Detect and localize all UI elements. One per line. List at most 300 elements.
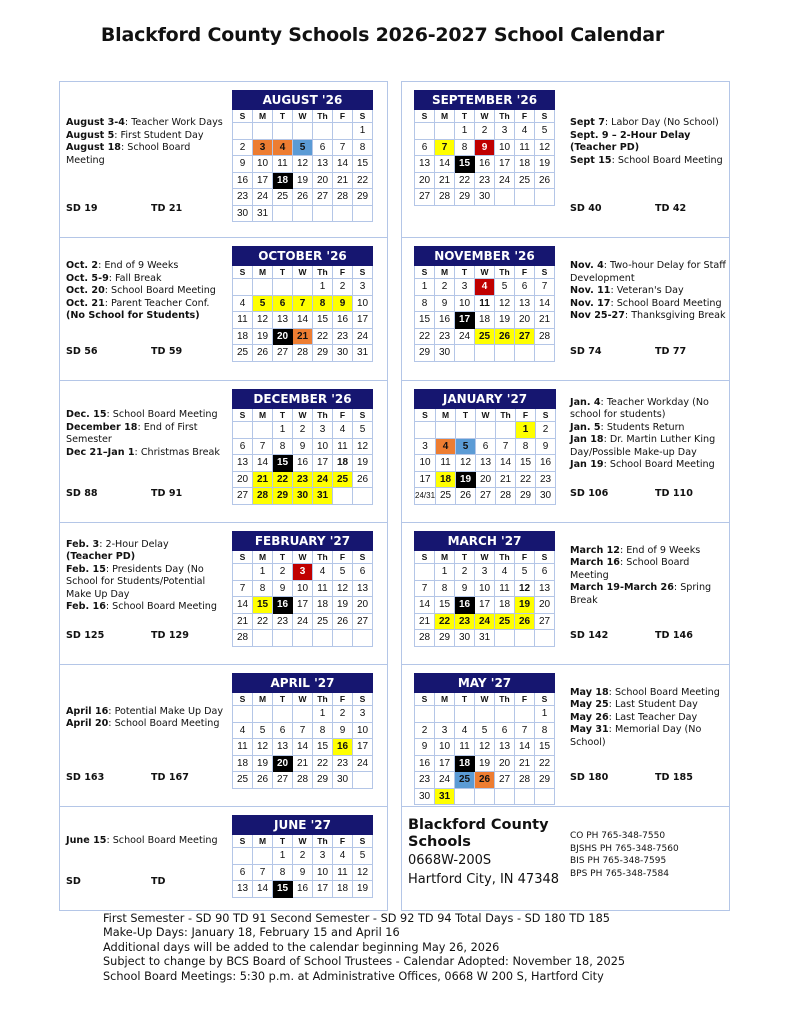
day-cell: 20 — [313, 172, 333, 189]
day-cell: 31 — [475, 630, 495, 647]
note-date: August 18 — [66, 142, 121, 153]
phone-number: BJSHS PH 765-348-7560 — [570, 843, 679, 854]
day-cell: 26 — [353, 471, 373, 488]
month-cell — [401, 522, 730, 665]
day-cell: 27 — [233, 488, 253, 505]
day-cell-red: 9 — [475, 139, 495, 156]
day-cell — [495, 345, 515, 362]
day-cell: 31 — [253, 205, 273, 222]
month-info — [570, 527, 727, 654]
day-cell-yellow: 30 — [293, 488, 313, 505]
week-row — [415, 123, 555, 140]
day-cell-yellow: 29 — [273, 488, 293, 505]
day-cell: 22 — [353, 172, 373, 189]
day-cell: 21 — [233, 613, 253, 630]
day-cell: 11 — [333, 438, 353, 455]
day-cell-black: 15 — [273, 881, 293, 898]
teacher-days: TD 146 — [655, 630, 693, 641]
weekday-label: Th — [496, 409, 516, 422]
month-calendar — [232, 246, 373, 362]
note-text: : School Board Meeting — [108, 718, 220, 729]
day-cell: 2 — [293, 422, 313, 439]
note — [570, 545, 727, 558]
weekday-label: Th — [313, 110, 333, 123]
day-cell — [495, 706, 515, 723]
day-cell: 2 — [333, 279, 353, 296]
day-cell — [233, 279, 253, 296]
day-cell: 14 — [515, 739, 535, 756]
day-cell — [476, 422, 496, 439]
week-row — [415, 279, 555, 296]
day-cell: 11 — [455, 739, 475, 756]
day-cell: 29 — [535, 772, 555, 789]
day-cell: 11 — [436, 455, 456, 472]
day-cell: 16 — [333, 312, 353, 329]
weekday-label: F — [333, 693, 353, 706]
day-cell: 15 — [313, 739, 333, 756]
day-cell: 5 — [515, 564, 535, 581]
note-text: : Labor Day (No School) — [604, 117, 719, 128]
day-cell: 21 — [293, 755, 313, 772]
note — [66, 285, 228, 298]
day-cell: 19 — [293, 172, 313, 189]
day-cell — [415, 422, 436, 439]
day-cell: 28 — [293, 345, 313, 362]
day-cell: 26 — [333, 613, 353, 630]
day-cell: 29 — [415, 345, 435, 362]
teacher-days: TD 42 — [655, 203, 687, 214]
day-cell-orange: 21 — [293, 328, 313, 345]
day-cell — [253, 422, 273, 439]
day-cell: 28 — [435, 189, 455, 206]
day-cell: 12 — [456, 455, 476, 472]
note-text: : Parent Teacher Conf. — [104, 297, 210, 309]
day-cell — [496, 422, 516, 439]
day-cell — [313, 630, 333, 647]
weekday-label: S — [233, 693, 253, 706]
day-cell — [253, 123, 273, 140]
note — [66, 422, 228, 447]
note-date: June 15 — [66, 834, 107, 846]
note-date: (Teacher PD) — [66, 551, 136, 562]
day-cell: 20 — [233, 471, 253, 488]
day-cell: 24 — [353, 755, 373, 772]
weekday-label: Th — [313, 409, 333, 422]
weekday-label: T — [273, 266, 293, 279]
month-info — [66, 385, 228, 512]
weekday-label: W — [293, 266, 313, 279]
day-cell: 18 — [313, 597, 333, 614]
note-date: April 20 — [66, 718, 109, 729]
note-date: May 18 — [570, 686, 609, 698]
note-date: December 18 — [66, 421, 138, 433]
day-cell: 24 — [353, 328, 373, 345]
day-cell: 18 — [495, 597, 515, 614]
week-row — [415, 189, 555, 206]
day-cell: 7 — [253, 864, 273, 881]
day-cell-black: 18 — [455, 755, 475, 772]
day-cell: 13 — [515, 295, 535, 312]
weekday-label: W — [293, 835, 313, 848]
note-date: Dec. 15 — [66, 409, 107, 420]
note-date: Nov. 11 — [570, 285, 611, 297]
day-cell-black: 20 — [273, 328, 293, 345]
weekday-label: S — [233, 551, 253, 564]
note-date: Oct. 20 — [66, 285, 105, 297]
day-cell — [535, 630, 555, 647]
day-cell — [515, 345, 535, 362]
day-cell — [455, 706, 475, 723]
week-row — [415, 739, 555, 756]
footer-line: School Board Meetings: 5:30 p.m. at Administrative Offices, 0668 W 200 S, Hartford City — [103, 969, 604, 983]
week-row — [233, 328, 373, 345]
day-cell — [313, 123, 333, 140]
note-date: March 12 — [570, 544, 620, 556]
note — [66, 706, 228, 719]
month-info — [570, 669, 727, 796]
note — [570, 687, 727, 700]
month-calendar — [232, 90, 373, 222]
weekday-label: Th — [313, 835, 333, 848]
footer-line: First Semester - SD 90 TD 91 Second Semester - SD 92 TD 94 Total Days - SD 180 TD 185 — [103, 912, 610, 925]
day-cell: 20 — [495, 755, 515, 772]
note-text: : School Board Meeting — [610, 297, 722, 309]
day-cell-yellow: 27 — [515, 328, 535, 345]
sd-td-counts — [66, 875, 228, 888]
day-cell: 17 — [495, 156, 515, 173]
month-header: DECEMBER '26 — [233, 390, 373, 409]
weekday-label: T — [273, 110, 293, 123]
day-cell: 19 — [253, 328, 273, 345]
week-row — [415, 156, 555, 173]
weekday-label: M — [253, 551, 273, 564]
sd-td-counts — [570, 771, 727, 784]
week-row — [233, 881, 373, 898]
month-calendar — [414, 389, 556, 505]
footer-notes — [103, 912, 625, 984]
note-text: : School Board Meeting — [105, 601, 217, 612]
note-date: Feb. 15 — [66, 563, 106, 575]
note-text: : Fall Break — [108, 272, 162, 284]
day-cell: 15 — [415, 312, 435, 329]
day-cell — [233, 564, 253, 581]
week-row — [415, 706, 555, 723]
day-cell-orange: 3 — [253, 139, 273, 156]
note — [570, 260, 727, 285]
note-text: : Teacher Work Days — [124, 117, 223, 128]
note — [66, 142, 228, 167]
month-notes — [66, 117, 228, 167]
day-cell: 27 — [353, 613, 373, 630]
day-cell: 16 — [475, 156, 495, 173]
day-cell: 18 — [333, 881, 353, 898]
day-cell: 13 — [273, 739, 293, 756]
day-cell: 25 — [233, 345, 253, 362]
weekday-label: S — [535, 266, 555, 279]
day-cell-yellow: 25 — [495, 613, 515, 630]
day-cell: 4 — [233, 295, 253, 312]
day-cell: 31 — [353, 345, 373, 362]
teacher-days: TD 91 — [151, 488, 183, 499]
note-text: : School Board Meeting — [570, 557, 690, 581]
day-cell — [273, 123, 293, 140]
week-row — [233, 189, 373, 206]
month-cell — [59, 81, 388, 238]
day-cell — [455, 788, 475, 805]
day-cell: 18 — [515, 156, 535, 173]
week-row — [233, 722, 373, 739]
day-cell: 1 — [253, 564, 273, 581]
weekday-label: T — [455, 110, 475, 123]
week-row — [415, 722, 555, 739]
address-line: 0668W-200S — [408, 853, 492, 868]
note — [570, 397, 727, 422]
weekday-label: T — [273, 835, 293, 848]
day-cell: 10 — [353, 722, 373, 739]
note-text: : Teacher Workday (No school for students) — [570, 396, 709, 420]
weekday-label: S — [535, 110, 555, 123]
note — [66, 551, 228, 564]
day-cell-orange: 4 — [436, 438, 456, 455]
weekday-label: Th — [313, 266, 333, 279]
note — [66, 130, 228, 143]
note-date: April 16 — [66, 705, 109, 717]
day-cell: 2 — [233, 139, 253, 156]
weekday-label: W — [475, 693, 495, 706]
school-days: SD 180 — [570, 772, 609, 783]
day-cell: 13 — [535, 580, 555, 597]
day-cell: 5 — [495, 279, 515, 296]
weekday-label: T — [273, 693, 293, 706]
day-cell: 4 — [233, 722, 253, 739]
day-cell: 6 — [515, 279, 535, 296]
day-cell: 10 — [313, 438, 333, 455]
day-cell: 19 — [333, 597, 353, 614]
day-cell: 10 — [435, 739, 455, 756]
day-cell: 15 — [535, 739, 555, 756]
day-cell: 14 — [293, 312, 313, 329]
day-cell: 1 — [313, 279, 333, 296]
day-cell-black: 18 — [273, 172, 293, 189]
weekday-label: W — [476, 409, 496, 422]
weekday-label: F — [333, 835, 353, 848]
weekday-label: W — [475, 266, 495, 279]
day-cell: 17 — [353, 312, 373, 329]
day-cell: 8 — [455, 139, 475, 156]
day-cell — [535, 345, 555, 362]
day-cell: 30 — [333, 345, 353, 362]
day-cell: 24 — [435, 772, 455, 789]
note-date: Sept 15 — [570, 154, 612, 166]
month-header: MARCH '27 — [415, 532, 555, 551]
day-cell: 16 — [415, 755, 435, 772]
day-cell: 15 — [435, 597, 455, 614]
month-header: OCTOBER '26 — [233, 247, 373, 266]
day-cell — [293, 630, 313, 647]
day-cell: 4 — [333, 422, 353, 439]
week-row — [415, 613, 555, 630]
day-cell: 25 — [515, 172, 535, 189]
day-cell: 2 — [435, 279, 455, 296]
weekday-label: T — [455, 551, 475, 564]
week-row — [233, 739, 373, 756]
day-cell: 8 — [253, 580, 273, 597]
month-header: APRIL '27 — [233, 674, 373, 693]
weekday-label: M — [435, 110, 455, 123]
day-cell: 27 — [495, 772, 515, 789]
school-days: SD 56 — [66, 346, 98, 357]
contact-info — [408, 817, 559, 889]
day-cell: 14 — [535, 295, 555, 312]
day-cell: 8 — [313, 722, 333, 739]
weekday-label: S — [415, 693, 435, 706]
note-text: : Veteran's Day — [610, 285, 684, 297]
day-cell-yellow: 6 — [273, 295, 293, 312]
day-cell: 26 — [253, 772, 273, 789]
day-cell-yellow: 31 — [313, 488, 333, 505]
day-cell: 22 — [455, 172, 475, 189]
day-cell: 7 — [496, 438, 516, 455]
note-date: August 5 — [66, 129, 115, 141]
day-cell: 23 — [333, 755, 353, 772]
day-cell — [333, 123, 353, 140]
day-cell: 28 — [415, 630, 435, 647]
month-info — [570, 86, 727, 227]
week-row — [415, 471, 556, 488]
week-row — [415, 455, 556, 472]
day-cell: 17 — [353, 739, 373, 756]
week-row — [233, 455, 373, 472]
note-text: : Memorial Day (No School) — [570, 724, 702, 748]
teacher-days: TD 110 — [655, 488, 693, 499]
day-cell: 6 — [233, 438, 253, 455]
week-row — [415, 328, 555, 345]
footer-line: Make-Up Days: January 18, February 15 and April 16 — [103, 926, 400, 940]
note — [570, 155, 727, 168]
day-cell: 9 — [415, 739, 435, 756]
day-cell: 29 — [313, 772, 333, 789]
note-text: : Dr. Martin Luther King Day/Possible Make-up Day — [570, 434, 716, 458]
day-cell: 3 — [475, 564, 495, 581]
day-cell: 20 — [353, 597, 373, 614]
day-cell: 12 — [253, 312, 273, 329]
day-cell: 2 — [293, 848, 313, 865]
week-row — [415, 564, 555, 581]
day-cell: 12 — [333, 580, 353, 597]
weekday-label: W — [293, 693, 313, 706]
day-cell: 23 — [233, 189, 253, 206]
day-cell-black: 15 — [455, 156, 475, 173]
day-cell: 7 — [333, 139, 353, 156]
week-row — [233, 279, 373, 296]
weekday-label: S — [415, 266, 435, 279]
day-cell: 29 — [435, 630, 455, 647]
note — [570, 699, 727, 712]
day-cell: 26 — [293, 189, 313, 206]
teacher-days: TD 59 — [151, 346, 183, 357]
day-cell: 2 — [273, 564, 293, 581]
note-text: : End of 9 Weeks — [98, 260, 179, 272]
note — [66, 273, 228, 286]
note-text: : Presidents Day (No School for Students/Potential Make Up Day — [66, 563, 206, 600]
month-info — [66, 242, 228, 370]
day-cell — [353, 488, 373, 505]
day-cell — [273, 630, 293, 647]
day-cell-yellow: 26 — [495, 328, 515, 345]
day-cell: 6 — [313, 139, 333, 156]
note-text: : End of 9 Weeks — [619, 544, 701, 556]
weekday-label: F — [515, 693, 535, 706]
day-cell: 11 — [333, 864, 353, 881]
weekday-label: M — [435, 266, 455, 279]
week-row — [233, 422, 373, 439]
day-cell-yellow: 23 — [455, 613, 475, 630]
weekday-label: S — [353, 266, 373, 279]
day-cell: 17 — [435, 755, 455, 772]
note-date: Feb. 3 — [66, 538, 100, 550]
day-cell: 19 — [475, 755, 495, 772]
day-cell: 5 — [253, 722, 273, 739]
weekday-label: Th — [495, 110, 515, 123]
day-cell: 28 — [515, 772, 535, 789]
day-cell: 17 — [253, 172, 273, 189]
note — [570, 310, 727, 323]
day-cell: 13 — [313, 156, 333, 173]
day-cell — [475, 345, 495, 362]
day-cell — [333, 630, 353, 647]
month-cell — [401, 380, 730, 523]
day-cell: 11 — [233, 312, 253, 329]
day-cell: 28 — [333, 189, 353, 206]
day-cell: 29 — [516, 488, 536, 505]
note-date: Jan 18 — [570, 434, 604, 445]
day-cell: 5 — [333, 564, 353, 581]
day-cell: 7 — [515, 722, 535, 739]
weekday-label: F — [516, 409, 536, 422]
day-cell: 23 — [415, 772, 435, 789]
weekday-label: W — [293, 551, 313, 564]
day-cell: 14 — [233, 597, 253, 614]
day-cell — [455, 345, 475, 362]
day-cell — [515, 630, 535, 647]
note-text: : School Board Meeting — [603, 459, 715, 470]
left-column — [59, 82, 388, 911]
weekday-label: S — [233, 266, 253, 279]
day-cell: 10 — [293, 580, 313, 597]
week-row — [415, 345, 555, 362]
month-notes — [66, 260, 228, 323]
day-cell — [515, 706, 535, 723]
note — [66, 117, 228, 130]
day-cell: 9 — [293, 438, 313, 455]
month-info — [66, 86, 228, 227]
week-row — [415, 422, 556, 439]
weekday-label: S — [353, 409, 373, 422]
weekday-label: T — [455, 266, 475, 279]
day-cell: 10 — [495, 139, 515, 156]
day-cell: 9 — [333, 722, 353, 739]
note — [66, 835, 228, 848]
day-cell-yellow: 24 — [475, 613, 495, 630]
phone-number: CO PH 765-348-7550 — [570, 831, 666, 841]
day-cell-black: 20 — [273, 755, 293, 772]
day-cell — [233, 848, 253, 865]
day-cell — [313, 205, 333, 222]
weekday-label: S — [233, 409, 253, 422]
day-cell: 14 — [333, 156, 353, 173]
day-cell: 16 — [293, 881, 313, 898]
note — [570, 712, 727, 725]
